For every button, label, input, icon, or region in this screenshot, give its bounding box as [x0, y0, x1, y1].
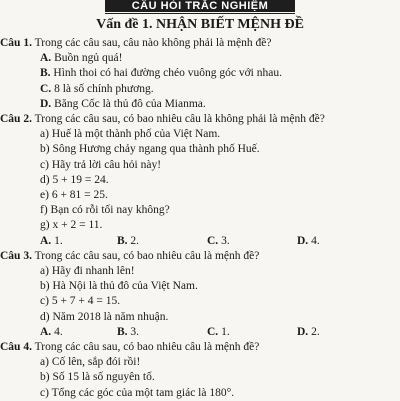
q2-statement-a — [40, 127, 400, 142]
statement-letter: d) — [40, 310, 50, 323]
answer-text: 2. — [311, 325, 320, 338]
option-letter: B. — [40, 67, 51, 80]
statement-text: Huế là một thành phố của Việt Nam. — [51, 128, 221, 141]
statement-text: Năm 2018 là năm nhuận. — [52, 310, 169, 323]
statement-letter: b) — [40, 280, 50, 293]
answer-letter: B. — [117, 325, 128, 338]
statement-letter: a) — [40, 265, 49, 277]
header-underline — [105, 13, 295, 14]
statement-letter: c) — [40, 295, 49, 308]
q4-statement-a — [40, 355, 400, 370]
statement-letter: d) — [40, 173, 50, 186]
option-letter: D. — [40, 97, 52, 110]
q2-statement-b — [40, 142, 400, 157]
statement-letter: b) — [40, 143, 50, 156]
statement-text: Bạn có rỗi tối nay không? — [50, 204, 170, 217]
q2-statement-f — [40, 203, 400, 218]
q2-answer-d — [297, 234, 320, 249]
q2-answer-c — [207, 234, 230, 249]
statement-text: Cố lên, sắp đói rồi! — [51, 356, 141, 369]
answer-text: 1. — [54, 234, 63, 247]
option-text: Buồn ngủ quá! — [54, 52, 123, 65]
question-label: Câu 3. — [0, 249, 32, 262]
q4-statement-c — [40, 386, 400, 401]
option-text: 8 là số chính phương. — [54, 82, 154, 95]
statement-text: Hà Nội là thủ đô của Việt Nam. — [52, 280, 198, 293]
question-text: Trong các câu sau, câu nào không phải là mệnh đề? — [34, 37, 272, 49]
question-text: Trong các câu sau, có bao nhiêu câu là không phải là mệnh đề? — [34, 113, 325, 125]
answer-letter: A. — [40, 234, 52, 247]
q2-statement-g — [40, 218, 400, 233]
question-label: Câu 4. — [0, 341, 32, 353]
answer-letter: D. — [297, 325, 309, 338]
question-label: Câu 2. — [0, 113, 32, 125]
question-1 — [0, 36, 400, 51]
question-4 — [0, 340, 400, 355]
q2-statement-e — [40, 188, 400, 203]
statement-text: 5 + 19 = 24. — [52, 173, 109, 186]
q3-answer-d — [297, 325, 320, 340]
q3-statement-c — [40, 294, 400, 309]
q3-statement-d — [40, 310, 400, 325]
question-label: Câu 1. — [0, 37, 32, 49]
header-band — [105, 0, 295, 12]
statement-text: Số 15 là số nguyên tố. — [52, 371, 155, 384]
statement-letter: a) — [40, 128, 49, 141]
header-title: CÂU HỎI TRẮC NGHIỆM — [131, 0, 269, 12]
question-3 — [0, 249, 400, 264]
statement-letter: a) — [40, 356, 49, 369]
q2-answer-a — [40, 234, 63, 249]
answer-letter: C. — [207, 234, 219, 247]
section-title: Vấn đề 1. NHẬN BIẾT MỆNH ĐỀ — [96, 17, 304, 32]
answer-text: 3. — [221, 234, 230, 247]
option-text: Băng Cốc là thủ đô của Mianma. — [54, 97, 206, 110]
q4-statement-b — [40, 370, 400, 385]
answer-letter: A. — [40, 325, 52, 338]
q2-answer-b — [117, 234, 139, 249]
answer-letter: C. — [207, 325, 219, 338]
option-letter: A. — [40, 52, 52, 65]
answer-text: 3. — [130, 325, 140, 338]
statement-text: Tổng các góc của một tam giác là 180°. — [51, 386, 235, 399]
statement-letter: g) — [40, 219, 50, 232]
question-text: Trong các câu sau, có bao nhiêu câu là mệnh đề? — [34, 341, 260, 353]
statement-text: Sông Hương chảy ngang qua thành phố Huế. — [52, 143, 260, 156]
answer-text: 4. — [311, 234, 320, 247]
q1-option-c — [40, 82, 400, 97]
statement-letter: c) — [40, 158, 49, 171]
answer-letter: D. — [297, 234, 309, 247]
question-2 — [0, 112, 400, 127]
question-text: Trong các câu sau, có bao nhiêu câu là mệnh đề? — [34, 249, 260, 262]
q3-answer-b — [117, 325, 139, 340]
answer-text: 2. — [130, 234, 140, 247]
q2-answer-row — [0, 234, 400, 249]
answer-text: 4. — [54, 325, 63, 338]
statement-text: 5 + 7 + 4 = 15. — [51, 295, 121, 308]
statement-letter: e) — [40, 189, 49, 201]
option-text: Hình thoi có hai đường chéo vuông góc với nhau. — [53, 67, 282, 80]
statement-letter: f) — [40, 204, 48, 217]
q1-option-a — [40, 51, 400, 66]
statement-letter: c) — [40, 386, 49, 399]
statement-text: Hãy đi nhanh lên! — [51, 265, 135, 277]
option-letter: C. — [40, 82, 52, 95]
q3-statement-b — [40, 279, 400, 294]
q2-statement-c — [40, 158, 400, 173]
q3-answer-c — [207, 325, 230, 340]
statement-text: Hãy trả lời câu hỏi này! — [51, 158, 162, 171]
answer-text: 1. — [221, 325, 230, 338]
q1-option-d — [40, 97, 400, 112]
q3-answer-row — [0, 325, 400, 340]
statement-text: x + 2 = 11. — [52, 219, 103, 232]
q2-statement-d — [40, 173, 400, 188]
q1-option-b — [40, 66, 400, 81]
statement-text: 6 + 81 = 25. — [51, 189, 108, 201]
q3-statement-a — [40, 264, 400, 279]
q3-answer-a — [40, 325, 63, 340]
statement-letter: b) — [40, 371, 50, 384]
answer-letter: B. — [117, 234, 128, 247]
